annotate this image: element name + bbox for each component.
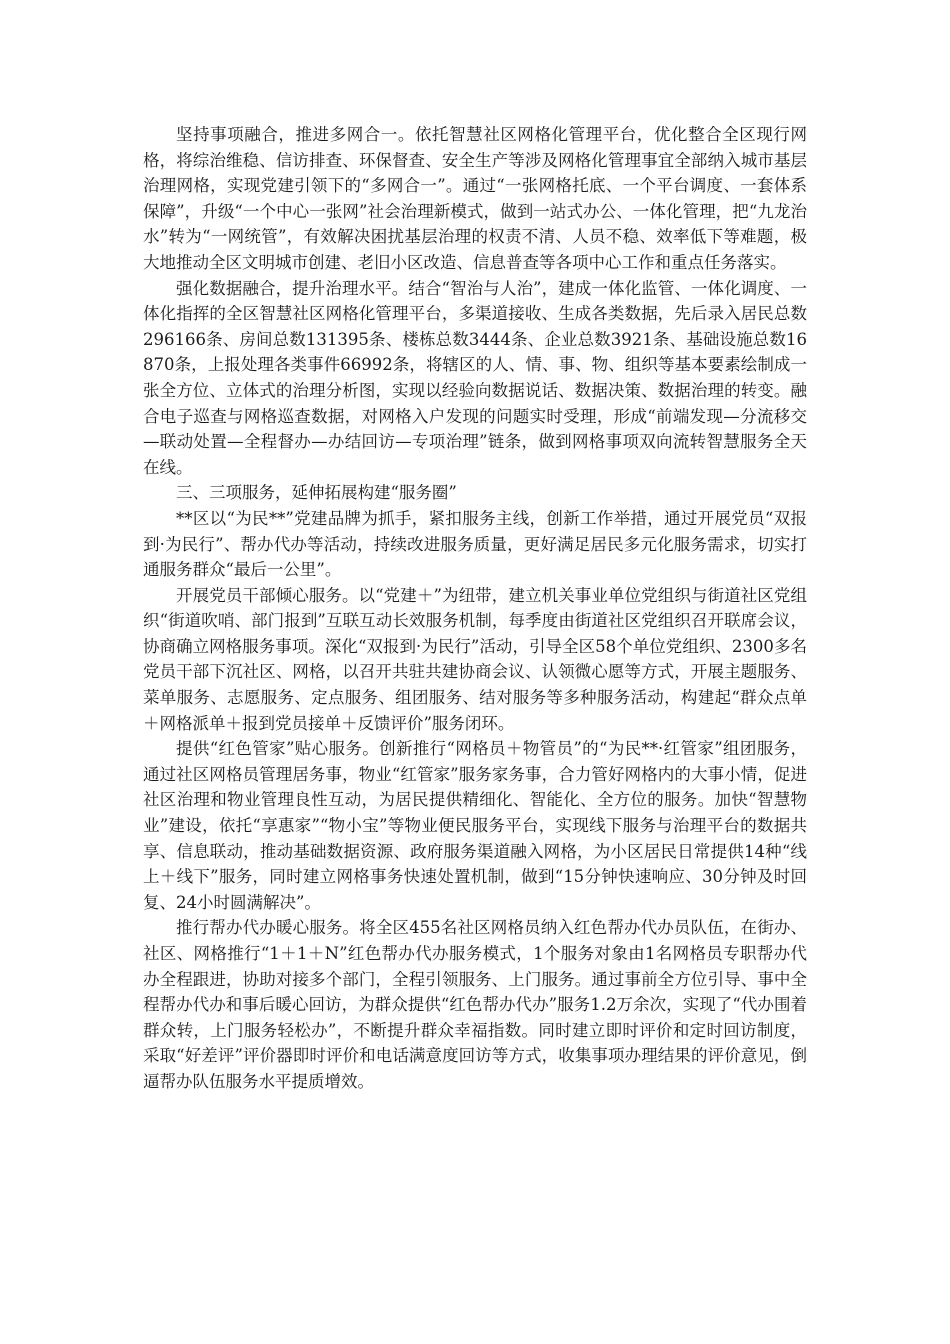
section-heading-three-services: 三、三项服务，延伸拓展构建“服务圈” [176,483,457,503]
paragraph-data-integration: 强化数据融合，提升治理水平。结合“智治与人治”，建成一体化监管、一体化调度、一体化指挥的全区智慧社区网格化管理平台，多渠道接收、生成各类数据，先后录入居民总数296166条、房间总数131395条、楼栋总数3444条、企业总数3921条、基础设施总数16870条，上报处理各类事件66992条，将辖区的人、情、事、物、组织等基本要素绘制成一张全方位、立体式的治理分析图，实现以经验向数据说话、数据决策、数据治理的转变。融合电子巡查与网格巡查数据，对网格入户发现的问题实时受理，形成“前端发现—分流移交—联动处置—全程督办—办结回访—专项治理”链条，做到网格事项双向流转智慧服务全天在线。 [143,278,807,477]
paragraph-multi-grid-integration: 坚持事项融合，推进多网合一。依托智慧社区网格化管理平台，优化整合全区现行网格，将综治维稳、信访排查、环保督查、安全生产等涉及网格化管理事宜全部纳入城市基层治理网格，实现党建引领下的“多网合一”。通过“一张网格托底、一个平台调度、一套体系保障”，升级“一个中心一张网”社会治理新模式，做到一站式办公、一体化管理，把“九龙治水”转为“一网统管”，有效解决困扰基层治理的权责不清、人员不稳、效率低下等难题，极大地推动全区文明城市创建、老旧小区改造、信息普查等各项中心工作和重点任务落实。 [143,125,807,272]
paragraph-cadre-service: 开展党员干部倾心服务。以“党建＋”为纽带，建立机关事业单位党组织与街道社区党组织“街道吹哨、部门报到”互联互动长效服务机制，每季度由街道社区党组织召开联席会议，协商确立网格服务事项。深化“双报到·为民行”活动，引导全区58个单位党组织、2300多名党员干部下沉社区、网格，以召开共驻共建协商会议、认领微心愿等方式，开展主题服务、菜单服务、志愿服务、定点服务、组团服务、结对服务等多种服务活动，构建起“群众点单＋网格派单＋报到党员接单＋反馈评价”服务闭环。 [143,585,807,733]
document-body [143,122,807,1095]
paragraph-red-steward-service: 提供“红色管家”贴心服务。创新推行“网格员＋物管员”的“为民**·红管家”组团服务，通过社区网格员管理居务事，物业“红管家”服务家务事，合力管好网格内的大事小情，促进社区治理和物业管理良性互动，为居民提供精细化、智能化、全方位的服务。加快“智慧物业”建设，依托“享惠家”“物小宝”等物业便民服务平台，实现线下服务与治理平台的数据共享、信息联动，推动基础数据资源、政府服务渠道融入网格，为小区居民日常提供14种“线上＋线下”服务，同时建立网格事务快速处置机制，做到“15分钟快速响应、30分钟及时回复、24小时圆满解决”。 [143,739,807,912]
paragraph-services-intro: **区以“为民**”党建品牌为抓手，紧扣服务主线，创新工作举措，通过开展党员“双报到·为民行”、帮办代办等活动，持续改进服务质量，更好满足居民多元化服务需求，切实打通服务群众“最后一公里”。 [143,508,807,580]
paragraph-proxy-service: 推行帮办代办暖心服务。将全区455名社区网格员纳入红色帮办代办员队伍，在街办、社区、网格推行“1＋1＋N”红色帮办代办服务模式，1个服务对象由1名网格员专职帮办代办全程跟进，协助对接多个部门，全程引领服务、上门服务。通过事前全方位引导、事中全程帮办代办和事后暖心回访，为群众提供“红色帮办代办”服务1.2万余次，实现了“代办围着群众转，上门服务轻松办”，不断提升群众幸福指数。同时建立即时评价和定时回访制度，采取“好差评”评价器即时评价和电话满意度回访等方式，收集事项办理结果的评价意见，倒逼帮办队伍服务水平提质增效。 [143,918,807,1091]
